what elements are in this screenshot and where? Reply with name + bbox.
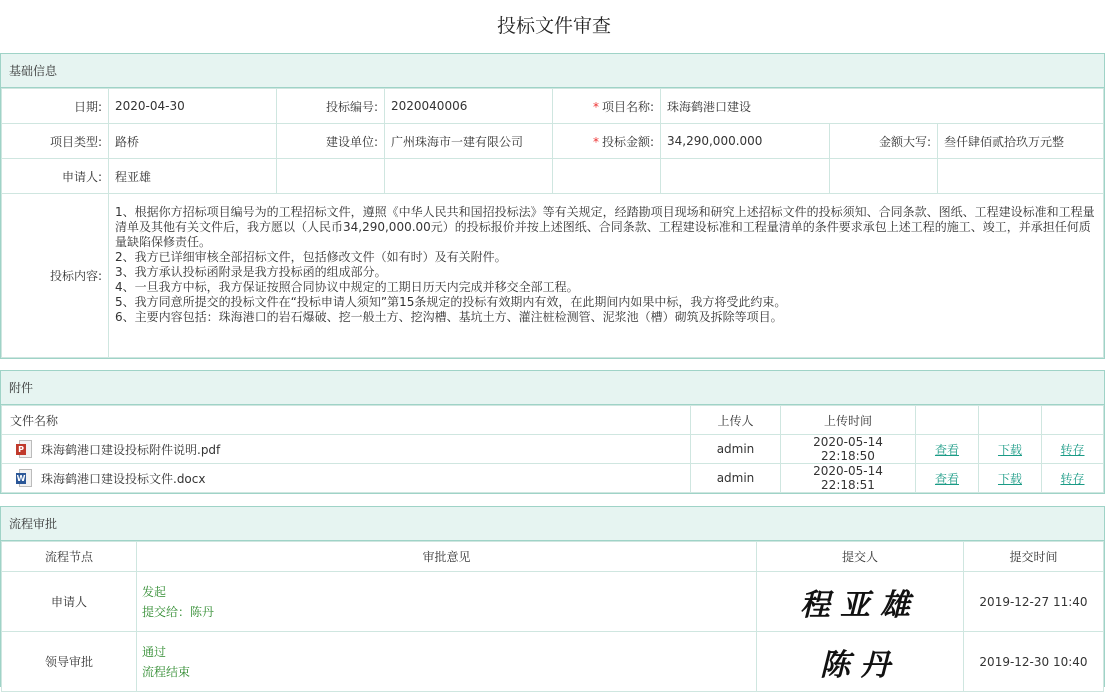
attachments-table — [1, 405, 1104, 493]
col-upload-time: 上传时间 — [781, 406, 916, 435]
page-title: 投标文件审查 — [496, 15, 611, 37]
basic-info-panel — [0, 53, 1105, 359]
download-link[interactable]: 下载 — [997, 471, 1022, 486]
flow-node: 申请人 — [2, 572, 137, 632]
empty-cell — [938, 159, 1104, 194]
content-line: 5、我方同意所提交的投标文件在“投标申请人须知”第15条规定的投标有效期内有效，在此期间内如果中标，我方将受此约束。 — [115, 295, 787, 309]
attachments-header: 附件 — [1, 371, 1104, 405]
attachments-panel — [0, 370, 1105, 494]
empty-cell — [661, 159, 830, 194]
view-link[interactable]: 查看 — [934, 471, 959, 486]
project-type-value: 路桥 — [109, 124, 277, 159]
flow-time: 2019-12-27 11:40 — [964, 572, 1104, 632]
flow-opinion: 通过 流程结束 — [137, 632, 757, 692]
download-link[interactable]: 下载 — [997, 442, 1022, 457]
col-action — [916, 406, 979, 435]
content-label: 投标内容: — [2, 194, 109, 358]
col-action — [979, 406, 1042, 435]
empty-cell — [830, 159, 938, 194]
content-line: 2、我方已详细审核全部招标文件，包括修改文件（如有时）及有关附件。 — [115, 250, 507, 264]
col-opinion: 审批意见 — [137, 542, 757, 572]
col-node: 流程节点 — [2, 542, 137, 572]
attachment-row — [2, 464, 1104, 493]
upload-time: 2020-05-14 22:18:51 — [781, 464, 916, 493]
empty-cell — [277, 159, 385, 194]
view-link[interactable]: 查看 — [934, 442, 959, 457]
pdf-file-icon: P — [16, 440, 32, 458]
builder-label: 建设单位: — [277, 124, 385, 159]
date-label: 日期: — [2, 89, 109, 124]
required-mark: * — [592, 99, 599, 114]
flow-time: 2019-12-30 10:40 — [964, 632, 1104, 692]
uploader: admin — [691, 464, 781, 493]
content-line: 6、主要内容包括：珠海港口的岩石爆破、挖一般土方、挖沟槽、基坑土方、灌注桩检测管、泥浆池（槽）砌筑及拆除等项目。 — [115, 310, 783, 324]
signature-image: 程亚雄 — [757, 572, 964, 632]
empty-cell — [553, 159, 661, 194]
uploader: admin — [691, 435, 781, 464]
signature-image: 陈丹 — [757, 632, 964, 692]
approval-flow-table — [1, 541, 1104, 692]
amount-label: * 投标金额: — [553, 124, 661, 159]
word-file-icon: W — [16, 469, 32, 487]
col-submitter: 提交人 — [757, 542, 964, 572]
col-submit-time: 提交时间 — [964, 542, 1104, 572]
builder-value: 广州珠海市一建有限公司 — [385, 124, 553, 159]
required-mark: * — [592, 134, 599, 149]
upload-time: 2020-05-14 22:18:50 — [781, 435, 916, 464]
save-link[interactable]: 转存 — [1060, 471, 1085, 486]
amount-upper-label: 金额大写: — [830, 124, 938, 159]
bid-no-value: 2020040006 — [385, 89, 553, 124]
amount-value: 34,290,000.000 — [661, 124, 830, 159]
project-name-value: 珠海鹤港口建设 — [661, 89, 1104, 124]
approval-flow-header: 流程审批 — [1, 507, 1104, 541]
bid-no-label: 投标编号: — [277, 89, 385, 124]
applicant-label: 申请人: — [2, 159, 109, 194]
flow-row — [2, 572, 1104, 632]
file-name: 珠海鹤港口建设投标文件.docx — [41, 471, 206, 486]
approval-flow-panel — [0, 506, 1105, 687]
flow-node: 领导审批 — [2, 632, 137, 692]
save-link[interactable]: 转存 — [1060, 442, 1085, 457]
content-line: 4、一旦我方中标，我方保证按照合同协议中规定的工期日历天内完成并移交全部工程。 — [115, 280, 579, 294]
basic-info-table — [1, 88, 1104, 358]
amount-upper-value: 叁仟肆佰贰拾玖万元整 — [938, 124, 1104, 159]
col-file-name: 文件名称 — [2, 406, 691, 435]
col-action — [1042, 406, 1104, 435]
attachment-row — [2, 435, 1104, 464]
project-type-label: 项目类型: — [2, 124, 109, 159]
content-line: 1、根据你方招标项目编号为的工程招标文件，遵照《中华人民共和国招投标法》等有关规定，经踏勘项目现场和研究上述招标文件的投标须知、合同条款、图纸、工程建设标准和工程量清单及其他有关文件后，我方愿以（人民币34,290,000.00元）的投标报价并按上述图纸、合同条款、工程建设标准和工程量清单的条件要求承包上述工程的施工、竣工，并承担任何质量缺陷保修责任。 — [115, 205, 1095, 249]
project-name-label: * 项目名称: — [553, 89, 661, 124]
empty-cell — [385, 159, 553, 194]
flow-opinion: 发起 提交给：陈丹 — [137, 572, 757, 632]
col-uploader: 上传人 — [691, 406, 781, 435]
date-value: 2020-04-30 — [109, 89, 277, 124]
flow-row — [2, 632, 1104, 692]
content-line: 3、我方承认投标函附录是我方投标函的组成部分。 — [115, 265, 387, 279]
file-name: 珠海鹤港口建设投标附件说明.pdf — [41, 442, 221, 457]
basic-info-header: 基础信息 — [1, 54, 1104, 88]
bid-content — [109, 194, 1104, 358]
applicant-value: 程亚雄 — [109, 159, 277, 194]
